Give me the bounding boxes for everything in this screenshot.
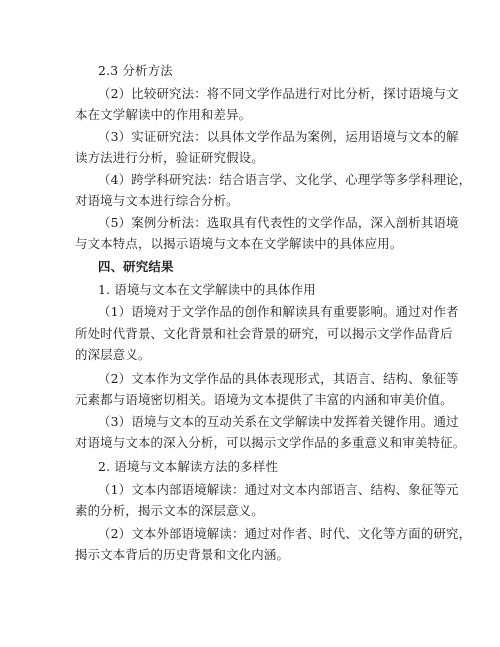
paragraph-line: 对语境与文本的深入分析，可以揭示文学作品的多重意义和审美特征。	[75, 435, 466, 450]
paragraph-line: （1）文本内部语境解读：通过对文本内部语言、结构、象征等元	[98, 482, 459, 497]
paragraph-line: （3）实证研究法：以具体文学作品为案例，运用语境与文本的解	[98, 129, 459, 144]
subsection-heading-1: 1. 语境与文本在文学解读中的具体作用	[98, 282, 316, 297]
paragraph-line: 本在文学解读中的作用和差异。	[75, 107, 252, 122]
paragraph-line: （1）语境对于文学作品的创作和解读具有重要影响。通过对作者	[98, 304, 459, 319]
paragraph-line: （5）案例分析法：选取具有代表性的文学作品，深入剖析其语境	[98, 215, 459, 230]
paragraph-line: 所处时代背景、文化背景和社会背景的研究，可以揭示文学作品背后	[75, 326, 453, 341]
paragraph-line: （2）比较研究法：将不同文学作品进行对比分析，探讨语境与文	[98, 86, 459, 101]
paragraph-line: 对语境与文本进行综合分析。	[75, 193, 239, 208]
paragraph-line: （3）语境与文本的互动关系在文学解读中发挥着关键作用。通过	[98, 414, 459, 429]
paragraph-line: （4）跨学科研究法：结合语言学、文化学、心理学等多学科理论，	[98, 172, 472, 187]
paragraph-line: 读方法进行分析，验证研究假设。	[75, 150, 264, 165]
paragraph-line: 与文本特点，以揭示语境与文本在文学解读中的具体应用。	[75, 236, 403, 251]
paragraph-line: 元素都与语境密切相关。语境为文本提供了丰富的内涵和审美价值。	[75, 392, 453, 407]
section-heading-4: 四、研究结果	[98, 259, 174, 274]
paragraph-line: 揭示文本背后的历史背景和文化内涵。	[75, 547, 290, 562]
subsection-heading-2: 2. 语境与文本解读方法的多样性	[98, 459, 279, 474]
section-heading-2-3: 2.3 分析方法	[98, 63, 173, 78]
paragraph-line: 素的分析，揭示文本的深层意义。	[75, 503, 264, 518]
paragraph-line: （2）文本作为文学作品的具体表现形式，其语言、结构、象征等	[98, 371, 459, 386]
paragraph-line: 的深层意义。	[75, 347, 151, 362]
paragraph-line: （2）文本外部语境解读：通过对作者、时代、文化等方面的研究，	[98, 526, 472, 541]
